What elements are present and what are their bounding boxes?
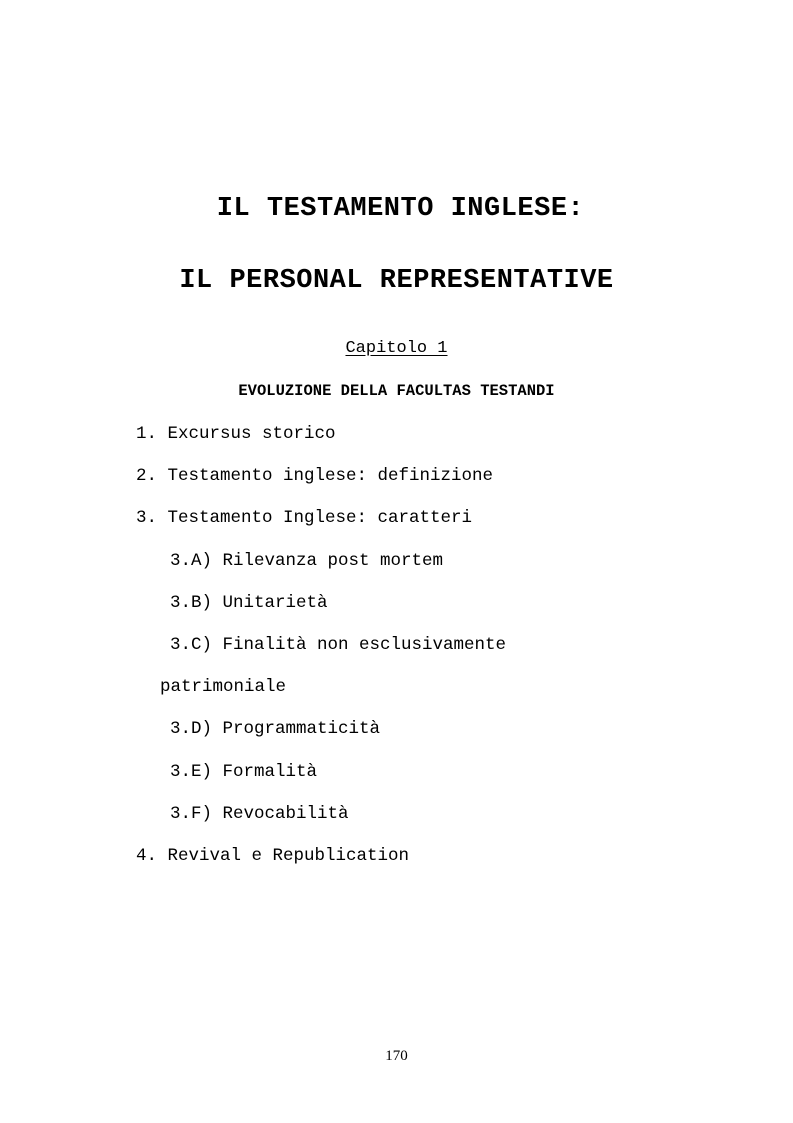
toc-item: 3.A) Rilevanza post mortem	[170, 551, 444, 571]
toc-item-continuation: patrimoniale	[160, 677, 287, 697]
toc-item: 3.E) Formalità	[170, 762, 318, 782]
toc-item: 3.C) Finalità non esclusivamente	[170, 635, 507, 655]
main-title-line-2: IL PERSONAL REPRESENTATIVE	[179, 266, 614, 296]
toc-item: 2. Testamento inglese: definizione	[136, 466, 494, 486]
main-title-line-1: IL TESTAMENTO INGLESE:	[216, 194, 585, 224]
toc-item: 3.F) Revocabilità	[170, 804, 349, 824]
toc-item: 3.B) Unitarietà	[170, 593, 328, 613]
toc-item: 3. Testamento Inglese: caratteri	[136, 508, 473, 528]
chapter-label: Capitolo 1	[345, 339, 448, 358]
chapter-title: EVOLUZIONE DELLA FACULTAS TESTANDI	[238, 382, 555, 400]
toc-item: 3.D) Programmaticità	[170, 719, 381, 739]
toc-item: 4. Revival e Republication	[136, 846, 410, 866]
toc-item: 1. Excursus storico	[136, 424, 336, 444]
page-number: 170	[385, 1048, 408, 1064]
